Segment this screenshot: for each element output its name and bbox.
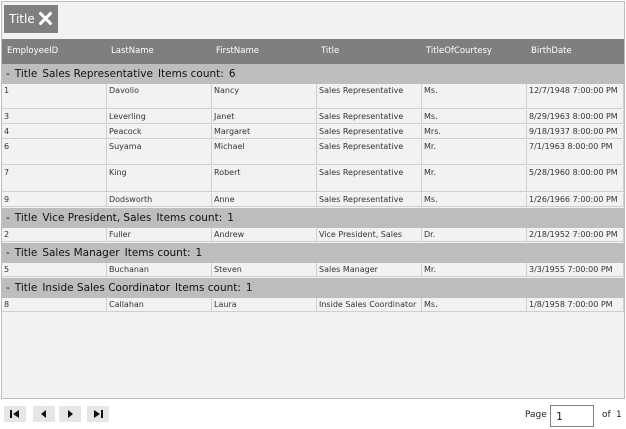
column-header-firstname[interactable]: FirstName <box>216 46 259 56</box>
group-header-row[interactable] <box>2 278 624 298</box>
cell-birthdate: 7/1/1963 8:00:00 PM <box>527 140 624 164</box>
previous-page-icon <box>39 410 49 418</box>
cell-titleofcourtesy: Ms. <box>422 110 527 123</box>
cell-titleofcourtesy: Mr. <box>422 166 527 191</box>
group-count: 1 <box>227 212 234 224</box>
cell-employeeid: 6 <box>2 140 107 164</box>
cell-lastname: Suyama <box>107 140 212 164</box>
group-count-label: Items count: <box>156 212 223 224</box>
data-grid <box>1 1 625 399</box>
group-panel <box>2 2 624 38</box>
group-value: Inside Sales Coordinator <box>42 282 171 294</box>
cell-firstname: Robert <box>212 166 317 191</box>
cell-employeeid: 2 <box>2 228 107 241</box>
cell-employeeid: 5 <box>2 263 107 276</box>
group-field: Title <box>14 68 38 80</box>
column-header-title[interactable]: Title <box>321 46 340 56</box>
page-label: Page <box>525 410 547 420</box>
table-row[interactable] <box>2 125 624 139</box>
cell-lastname: Buchanan <box>107 263 212 276</box>
cell-lastname: King <box>107 166 212 191</box>
cell-title: Sales Representative <box>317 166 422 191</box>
cell-employeeid: 3 <box>2 110 107 123</box>
group-count-label: Items count: <box>124 247 191 259</box>
cell-firstname: Janet <box>212 110 317 123</box>
group-chip-title[interactable] <box>4 5 58 33</box>
cell-titleofcourtesy: Ms. <box>422 193 527 206</box>
cell-firstname: Anne <box>212 193 317 206</box>
collapse-icon[interactable]: - <box>6 282 10 294</box>
cell-employeeid: 7 <box>2 166 107 191</box>
collapse-icon[interactable]: - <box>6 247 10 259</box>
page-of-label: of <box>602 410 611 420</box>
cell-title: Sales Representative <box>317 125 422 138</box>
column-header-row <box>2 39 624 64</box>
table-row[interactable] <box>2 263 624 277</box>
cell-title: Vice President, Sales <box>317 228 422 241</box>
group-field: Title <box>14 282 38 294</box>
cell-title: Sales Manager <box>317 263 422 276</box>
cell-birthdate: 9/18/1937 8:00:00 PM <box>527 125 624 138</box>
total-pages: 1 <box>616 410 622 420</box>
cell-titleofcourtesy: Ms. <box>422 84 527 108</box>
last-page-icon <box>93 410 103 418</box>
cell-birthdate: 2/18/1952 7:00:00 PM <box>527 228 624 241</box>
table-row[interactable] <box>2 110 624 124</box>
cell-lastname: Dodsworth <box>107 193 212 206</box>
cell-lastname: Leverling <box>107 110 212 123</box>
column-header-employeeid[interactable]: EmployeeID <box>7 46 59 56</box>
next-page-button[interactable] <box>59 406 81 422</box>
cell-title: Sales Representative <box>317 193 422 206</box>
cell-birthdate: 3/3/1955 7:00:00 PM <box>527 263 624 276</box>
table-row[interactable] <box>2 140 624 165</box>
group-value: Sales Manager <box>42 247 120 259</box>
group-header-row[interactable] <box>2 64 624 84</box>
table-row[interactable] <box>2 193 624 207</box>
table-row[interactable] <box>2 84 624 109</box>
cell-employeeid: 9 <box>2 193 107 206</box>
cell-lastname: Callahan <box>107 298 212 311</box>
cell-lastname: Fuller <box>107 228 212 241</box>
group-count-label: Items count: <box>157 68 224 80</box>
group-value: Sales Representative <box>42 68 153 80</box>
cell-employeeid: 1 <box>2 84 107 108</box>
cell-title: Sales Representative <box>317 84 422 108</box>
cell-titleofcourtesy: Dr. <box>422 228 527 241</box>
cell-firstname: Margaret <box>212 125 317 138</box>
next-page-icon <box>65 410 75 418</box>
collapse-icon[interactable]: - <box>6 68 10 80</box>
first-page-icon <box>10 410 20 418</box>
cell-birthdate: 8/29/1963 8:00:00 PM <box>527 110 624 123</box>
cell-birthdate: 1/26/1966 7:00:00 PM <box>527 193 624 206</box>
column-header-lastname[interactable]: LastName <box>111 46 154 56</box>
cell-firstname: Laura <box>212 298 317 311</box>
group-value: Vice President, Sales <box>42 212 152 224</box>
group-count-label: Items count: <box>175 282 241 294</box>
cell-employeeid: 4 <box>2 125 107 138</box>
cell-firstname: Michael <box>212 140 317 164</box>
group-header-row[interactable] <box>2 208 624 228</box>
page-number-input[interactable] <box>550 405 594 427</box>
pager <box>0 402 626 429</box>
cell-title: Sales Representative <box>317 110 422 123</box>
cell-birthdate: 1/8/1958 7:00:00 PM <box>527 298 624 311</box>
previous-page-button[interactable] <box>33 406 55 422</box>
group-count: 1 <box>195 247 203 259</box>
table-row[interactable] <box>2 298 624 312</box>
cell-birthdate: 12/7/1948 7:00:00 PM <box>527 84 624 108</box>
cell-birthdate: 5/28/1960 8:00:00 PM <box>527 166 624 191</box>
cell-employeeid: 8 <box>2 298 107 311</box>
table-row[interactable] <box>2 228 624 242</box>
cell-titleofcourtesy: Mrs. <box>422 125 527 138</box>
first-page-button[interactable] <box>4 406 26 422</box>
group-count: 1 <box>245 282 253 294</box>
column-header-birthdate[interactable]: BirthDate <box>531 46 572 56</box>
collapse-icon[interactable]: - <box>6 212 10 224</box>
cell-lastname: Davolio <box>107 84 212 108</box>
cell-titleofcourtesy: Mr. <box>422 263 527 276</box>
group-field: Title <box>14 212 38 224</box>
cell-title: Inside Sales Coordinator <box>317 298 422 311</box>
group-header-row[interactable] <box>2 243 624 263</box>
cell-titleofcourtesy: Ms. <box>422 298 527 311</box>
table-row[interactable] <box>2 166 624 192</box>
column-header-titleofcourtesy[interactable]: TitleOfCourtesy <box>426 46 492 56</box>
cell-lastname: Peacock <box>107 125 212 138</box>
cell-title: Sales Representative <box>317 140 422 164</box>
group-chip-label: Title <box>9 12 35 26</box>
last-page-button[interactable] <box>87 406 109 422</box>
group-field: Title <box>14 247 38 259</box>
close-icon[interactable] <box>38 11 53 26</box>
group-count: 6 <box>228 68 236 80</box>
cell-titleofcourtesy: Mr. <box>422 140 527 164</box>
cell-firstname: Steven <box>212 263 317 276</box>
cell-firstname: Nancy <box>212 84 317 108</box>
cell-firstname: Andrew <box>212 228 317 241</box>
